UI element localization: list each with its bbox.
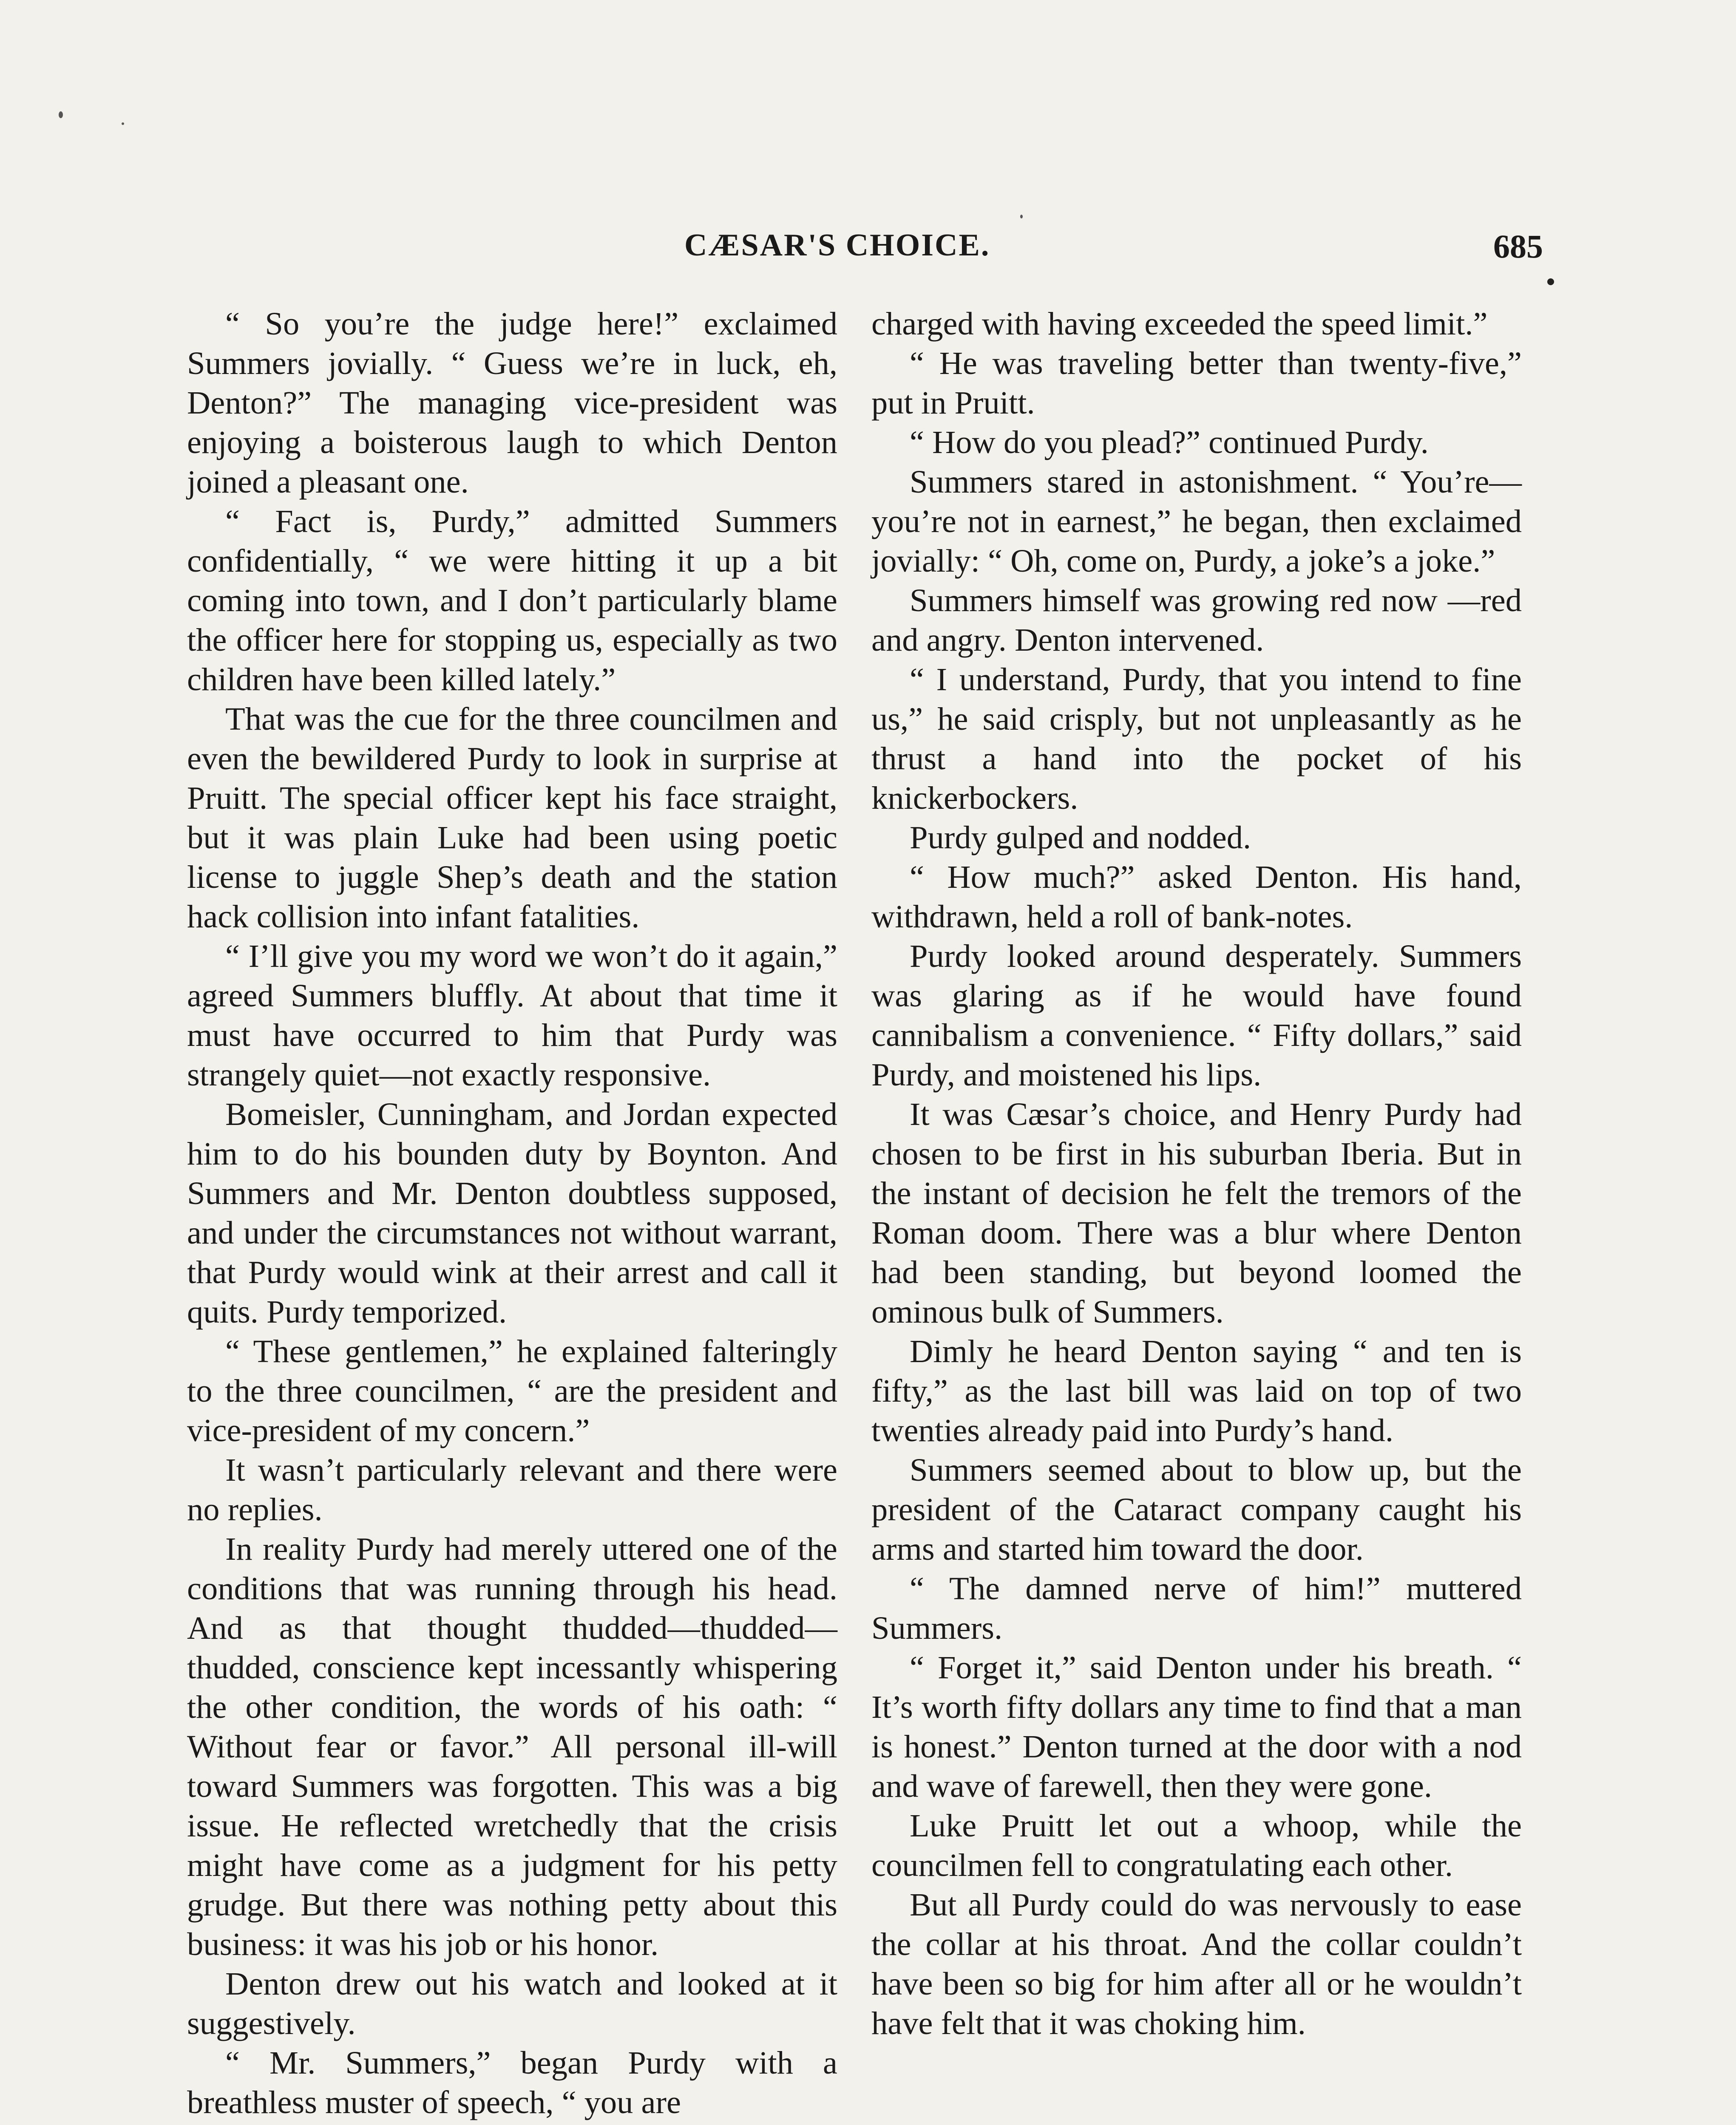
paragraph: “ How do you plead?” continued Purdy. <box>910 424 1429 460</box>
paragraph: Dimly he heard Denton saying “ and ten is fifty,” as the last bill was laid on top of two twenties already paid into Purdy’s hand. <box>871 1333 1522 1448</box>
print-speck <box>122 122 124 125</box>
paragraph: Summers seemed about to blow up, but the president of the Cataract company caught his arms and started him toward the door. <box>871 1452 1522 1567</box>
paragraph: It was Cæsar’s choice, and Henry Purdy had chosen to be first in his suburban Iberia. But in the instant of decision he felt the tremors of the Roman doom. There was a blur where Denton had been standing, but beyond loomed the ominous bulk of Summers. <box>871 1096 1522 1330</box>
left-column <box>187 304 837 2122</box>
paragraph: Purdy looked around desperately. Summers was glaring as if he would have found cannibalism a convenience. “ Fifty dollars,” said Purdy, and moistened his lips. <box>871 938 1522 1093</box>
paragraph: “ Mr. Summers,” began Purdy with a breathless muster of speech, “ you are <box>187 2045 837 2120</box>
paragraph: “ He was traveling better than twenty-five,” put in Pruitt. <box>871 345 1522 421</box>
paragraph: “ The damned nerve of him!” muttered Summers. <box>871 1570 1522 1646</box>
running-title: CÆSAR'S CHOICE. <box>684 228 990 263</box>
print-speck <box>1547 278 1554 285</box>
print-speck <box>1020 215 1023 218</box>
paragraph-continued: charged with having exceeded the speed limit.” <box>871 306 1488 342</box>
paragraph: In reality Purdy had merely uttered one of the conditions that was running through his head. And as that thought thudded—thudded—thudded, conscience kept incessantly whispering the other condition, the words of his oath: “ Without fear or favor.” All personal ill-will toward Summers was forgotten. This was a big issue. He reflected wretchedly that the crisis might have come as a judgment for his petty grudge. But there was nothing petty about this business: it was his job or his honor. <box>187 1531 837 1962</box>
paragraph: “ These gentlemen,” he explained falteringly to the three councilmen, “ are the president and vice-president of my concern.” <box>187 1333 837 1448</box>
paragraph: Purdy gulped and nodded. <box>910 819 1251 856</box>
paragraph: Bomeisler, Cunningham, and Jordan expected him to do his bounden duty by Boynton. And Summers and Mr. Denton doubtless supposed, and under the circumstances not without warrant, that Purdy would wink at their arrest and call it quits. Purdy temporized. <box>187 1096 837 1330</box>
paragraph: Summers himself was growing red now —red and angry. Denton intervened. <box>871 582 1522 658</box>
paragraph: Summers stared in astonishment. “ You’re—you’re not in earnest,” he began, then exclaimed jovially: “ Oh, come on, Purdy, a joke’s a joke.” <box>871 464 1522 579</box>
print-speck <box>59 111 63 118</box>
paragraph: But all Purdy could do was nervously to ease the collar at his throat. And the collar couldn’t have been so big for him after all or he wouldn’t have felt that it was choking him. <box>871 1887 1522 2041</box>
paragraph: Luke Pruitt let out a whoop, while the councilmen fell to congratulating each other. <box>871 1808 1522 1883</box>
paragraph: It wasn’t particularly relevant and there were no replies. <box>187 1452 837 1527</box>
paragraph: “ How much?” asked Denton. His hand, withdrawn, held a roll of bank-notes. <box>871 859 1522 935</box>
paragraph: “ Fact is, Purdy,” admitted Summers confidentially, “ we were hitting it up a bit coming into town, and I don’t particularly blame the officer here for stopping us, especially as two children have been killed lately.” <box>187 503 837 697</box>
paragraph: Denton drew out his watch and looked at it suggestively. <box>187 1966 837 2041</box>
paragraph: That was the cue for the three councilmen and even the bewildered Purdy to look in surprise at Pruitt. The special officer kept his face straight, but it was plain Luke had been using poetic license to juggle Shep’s death and the station hack collision into infant fatalities. <box>187 701 837 935</box>
paragraph: “ Forget it,” said Denton under his breath. “ It’s worth fifty dollars any time to find that a man is honest.” Denton turned at the door with a nod and wave of farewell, then they were gone. <box>871 1649 1522 1804</box>
paragraph: “ I understand, Purdy, that you intend to fine us,” he said crisply, but not unpleasantly as he thrust a hand into the pocket of his knickerbockers. <box>871 661 1522 816</box>
page-header <box>162 227 1543 274</box>
paragraph: “ I’ll give you my word we won’t do it again,” agreed Summers bluffly. At about that time it must have occurred to him that Purdy was strangely quiet—not exactly responsive. <box>187 938 837 1093</box>
page-number: 685 <box>1493 228 1543 265</box>
paragraph: “ So you’re the judge here!” exclaimed Summers jovially. “ Guess we’re in luck, eh, Denton?” The managing vice-president was enjoying a boisterous laugh to which Denton joined a pleasant one. <box>187 306 837 500</box>
right-column <box>871 304 1522 2043</box>
